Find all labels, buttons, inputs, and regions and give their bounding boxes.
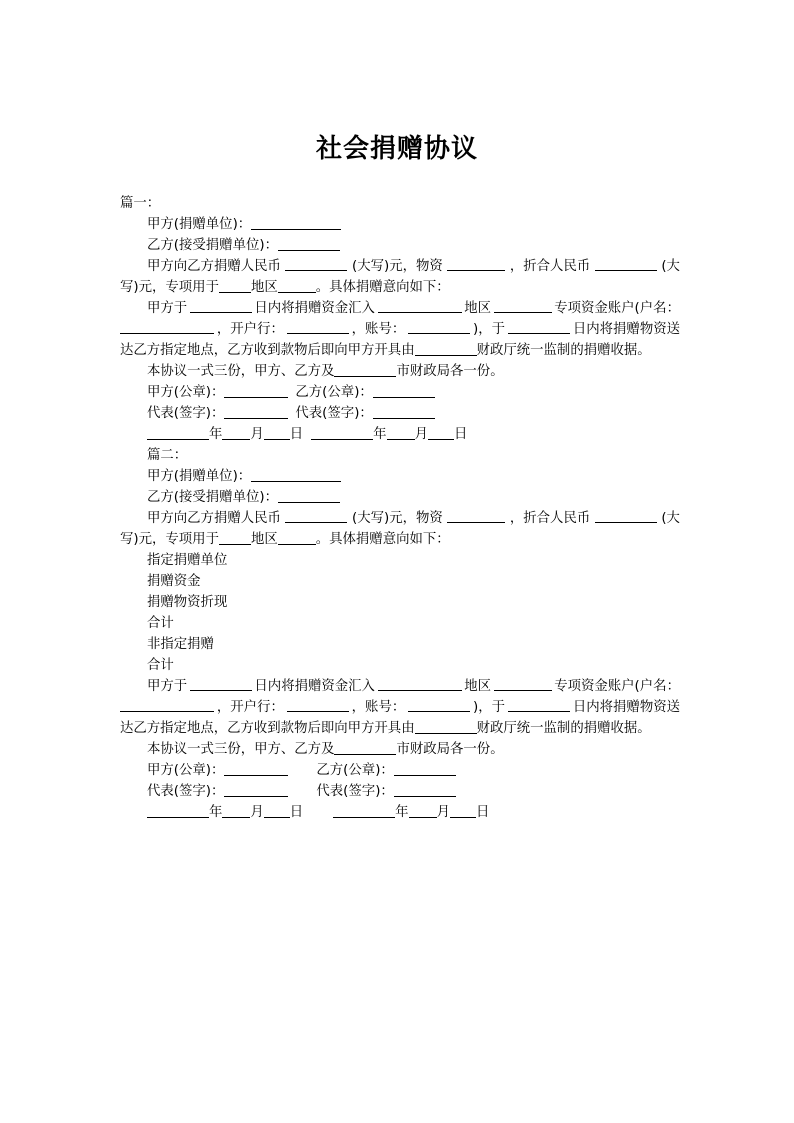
blank-field (415, 341, 477, 356)
blank-field (378, 676, 462, 691)
text-segment: 甲方(公章)： (147, 385, 225, 400)
text-segment: 日内将捐赠物资送 (572, 700, 680, 715)
blank-field (287, 319, 349, 334)
part2-item: 合计 (147, 658, 174, 673)
part1-rep-line (120, 403, 680, 424)
text-segment: 。具体捐赠意向如下： (315, 280, 450, 295)
blank-field (334, 740, 396, 755)
text-segment: 代表(签字)： (147, 784, 225, 799)
text-segment: 甲方于 (147, 679, 188, 694)
blank-field (264, 425, 290, 440)
text-segment: 乙方(接受捐赠单位)： (147, 238, 278, 253)
text-segment: 。具体捐赠意向如下： (315, 532, 450, 547)
part1-heading: 篇一： (120, 196, 161, 211)
blank-field (278, 530, 316, 545)
text-segment: 财政厅统一监制的捐赠收据。 (476, 343, 651, 358)
text-segment: 地区 (250, 532, 278, 547)
text-segment: 本协议一式三份，甲方、乙方及 (147, 364, 335, 379)
text-segment: 甲方于 (147, 301, 188, 316)
blank-field (387, 425, 415, 440)
blank-field (190, 676, 252, 691)
text-segment: 专项资金账户(户名： (554, 301, 680, 316)
part2-seal-line (120, 760, 680, 781)
text-segment: ，折合人民币 (509, 259, 591, 274)
part2-transfer-line-3 (120, 718, 680, 739)
blank-field (334, 362, 396, 377)
text-segment: 本协议一式三份，甲方、乙方及 (147, 742, 335, 757)
part2-item: 指定捐赠单位 (147, 553, 228, 568)
part1-party-a-line (120, 214, 680, 235)
text-segment: (大写)元，物资 (352, 511, 443, 526)
text-segment: 月 (436, 805, 450, 820)
blank-field (285, 508, 347, 523)
blank-field (278, 236, 340, 251)
blank-field (311, 425, 373, 440)
text-segment: 专项资金账户(户名： (554, 679, 680, 694)
text-segment: 年 (395, 805, 409, 820)
blank-field (373, 404, 435, 419)
blank-field (508, 697, 570, 712)
text-segment: 财政厅统一监制的捐赠收据。 (476, 721, 651, 736)
part2-item: 捐赠资金 (147, 574, 201, 589)
blank-field (120, 697, 214, 712)
part1-donate-line-2 (120, 277, 680, 298)
text-segment: 日内将捐赠物资送 (572, 322, 680, 337)
text-segment: 甲方(捐赠单位)： (147, 469, 252, 484)
text-segment: 代表(签字)： (316, 784, 394, 799)
part2-item: 合计 (147, 616, 174, 631)
part2-heading: 篇二： (147, 448, 188, 463)
part1-donate-line (120, 256, 680, 277)
text-segment: 达乙方指定地点，乙方收到款物后即向甲方开具由 (120, 721, 415, 736)
text-segment: 乙方(接受捐赠单位)： (147, 490, 278, 505)
text-segment: 代表(签字)： (295, 406, 373, 421)
part1-transfer-line-3 (120, 340, 680, 361)
part2-copies-line (120, 739, 680, 760)
blank-field (494, 676, 552, 691)
part1-transfer-line-2 (120, 319, 680, 340)
blank-field (508, 319, 570, 334)
text-segment: ，开户行： (216, 322, 284, 337)
blank-field (147, 425, 209, 440)
text-segment: (大 (661, 259, 680, 274)
blank-field (219, 278, 251, 293)
text-segment: 日内将捐赠资金汇入 (254, 301, 375, 316)
part1-copies-line (120, 361, 680, 382)
text-segment: 甲方向乙方捐赠人民币 (147, 259, 281, 274)
text-segment: 写)元，专项用于 (120, 532, 219, 547)
text-segment: 日 (289, 805, 304, 820)
blank-field (224, 761, 288, 776)
blank-field (415, 719, 477, 734)
blank-field (278, 278, 316, 293)
part2-item: 非指定捐赠 (147, 637, 214, 652)
part2-transfer-line-2 (120, 697, 680, 718)
text-segment: 月 (250, 427, 264, 442)
text-segment: 写)元，专项用于 (120, 280, 219, 295)
text-segment: )，于 (473, 322, 506, 337)
part1-party-b-line (120, 235, 680, 256)
part2-donate-line-2 (120, 529, 680, 550)
blank-field (251, 467, 341, 482)
text-segment: 月 (414, 427, 428, 442)
text-segment: 代表(签字)： (147, 406, 225, 421)
text-segment: 市财政局各一份。 (396, 364, 504, 379)
blank-field (428, 425, 454, 440)
text-segment: )，于 (473, 700, 506, 715)
text-segment: ，开户行： (216, 700, 284, 715)
part2-party-a-line (120, 466, 680, 487)
part2-party-b-line (120, 487, 680, 508)
text-segment: 年 (373, 427, 387, 442)
text-segment: (大写)元，物资 (352, 259, 443, 274)
part1-seal-line (120, 382, 680, 403)
blank-field (224, 383, 288, 398)
blank-field (450, 803, 476, 818)
blank-field (222, 803, 250, 818)
text-segment: 达乙方指定地点，乙方收到款物后即向甲方开具由 (120, 343, 415, 358)
blank-field (278, 488, 340, 503)
part1-date-line (120, 424, 680, 445)
blank-field (190, 298, 252, 313)
part2-rep-line (120, 781, 680, 802)
blank-field (219, 530, 251, 545)
text-segment: ，折合人民币 (509, 511, 591, 526)
text-segment: 甲方向乙方捐赠人民币 (147, 511, 281, 526)
text-segment: 年 (209, 805, 223, 820)
blank-field (595, 508, 657, 523)
blank-field (447, 508, 505, 523)
blank-field (224, 782, 288, 797)
text-segment: 甲方(公章)： (147, 763, 225, 778)
text-segment: 地区 (464, 301, 491, 316)
blank-field (285, 256, 347, 271)
part2-date-line (120, 802, 680, 823)
text-segment: 日 (453, 427, 468, 442)
blank-field (333, 803, 395, 818)
document-title: 社会捐赠协议 (315, 134, 478, 164)
blank-field (409, 803, 437, 818)
part2-donate-line (120, 508, 680, 529)
blank-field (494, 298, 552, 313)
blank-field (222, 425, 250, 440)
text-segment: 乙方(公章)： (316, 763, 394, 778)
blank-field (120, 319, 214, 334)
text-segment: 甲方(捐赠单位)： (147, 217, 252, 232)
text-segment: ，账号： (351, 322, 406, 337)
blank-field (287, 697, 349, 712)
text-segment: 地区 (464, 679, 491, 694)
part2-transfer-line (120, 676, 680, 697)
blank-field (408, 319, 470, 334)
text-segment: 日 (289, 427, 304, 442)
blank-field (251, 215, 341, 230)
blank-field (595, 256, 657, 271)
blank-field (373, 383, 435, 398)
text-segment: 日内将捐赠资金汇入 (254, 679, 375, 694)
text-segment: 乙方(公章)： (295, 385, 373, 400)
blank-field (447, 256, 505, 271)
blank-field (264, 803, 290, 818)
document-body (120, 193, 680, 823)
blank-field (224, 404, 288, 419)
blank-field (394, 761, 456, 776)
text-segment: 日 (475, 805, 490, 820)
text-segment: 年 (209, 427, 223, 442)
blank-field (394, 782, 456, 797)
text-segment: (大 (661, 511, 680, 526)
part1-transfer-line (120, 298, 680, 319)
text-segment: 市财政局各一份。 (396, 742, 504, 757)
text-segment: 地区 (250, 280, 278, 295)
blank-field (378, 298, 462, 313)
part2-item: 捐赠物资折现 (147, 595, 228, 610)
blank-field (147, 803, 209, 818)
text-segment: 月 (250, 805, 264, 820)
blank-field (408, 697, 470, 712)
text-segment: ，账号： (351, 700, 406, 715)
